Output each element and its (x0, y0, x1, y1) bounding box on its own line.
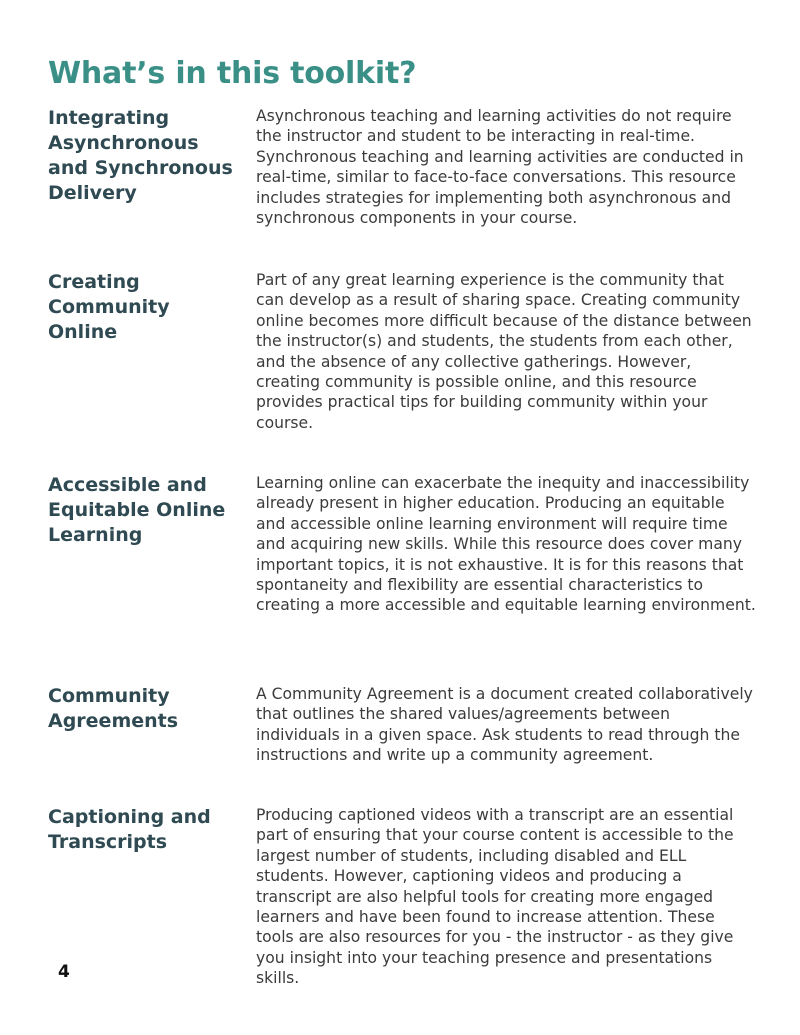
section-heading: Accessible and Equitable Online Learning (48, 474, 226, 546)
section-description: A Community Agreement is a document created collaboratively that outlines the shared values/agreements between individuals in a given space. Ask students to read through the instructions and write up a community agreement. (256, 685, 753, 765)
section-heading: Captioning and Transcripts (48, 806, 211, 853)
section-description: Asynchronous teaching and learning activities do not require the instructor and student to be interacting in real-time. Synchronous teaching and learning activities are conducted in real-time, similar to face-to-face conversations. This resource includes strategies for implementing both asynchronous and synchronous components in your course. (256, 107, 744, 228)
page-number: 4 (58, 962, 70, 982)
section-heading: Creating Community Online (48, 271, 170, 343)
page-title: What’s in this toolkit? (48, 56, 417, 91)
section-description: Learning online can exacerbate the inequity and inaccessibility already present in higher education. Producing an equitable and accessible online learning environment will require time and acquiring new skills. While this resource does cover many important topics, it is not exhaustive. It is for this reasons that spontaneity and flexibility are essential characteristics to creating a more accessible and equitable learning environment. (256, 474, 756, 615)
section-description: Producing captioned videos with a transcript are an essential part of ensuring that your course content is accessible to the largest number of students, including disabled and ELL students. However, captioning videos and producing a transcript are also helpful tools for creating more engaged learners and have been found to increase attention. These tools are also resources for you - the instructor - as they give you insight into your teaching presence and presentations skills. (256, 806, 734, 988)
section-description: Part of any great learning experience is the community that can develop as a result of sharing space. Creating community online becomes more difficult because of the distance between the instructor(s) and students, the students from each other, and the absence of any collective gatherings. However, creating community is possible online, and this resource provides practical tips for building community within your course. (256, 271, 752, 432)
section-heading: Integrating Asynchronous and Synchronous Delivery (48, 107, 233, 204)
section-heading: Community Agreements (48, 685, 179, 732)
